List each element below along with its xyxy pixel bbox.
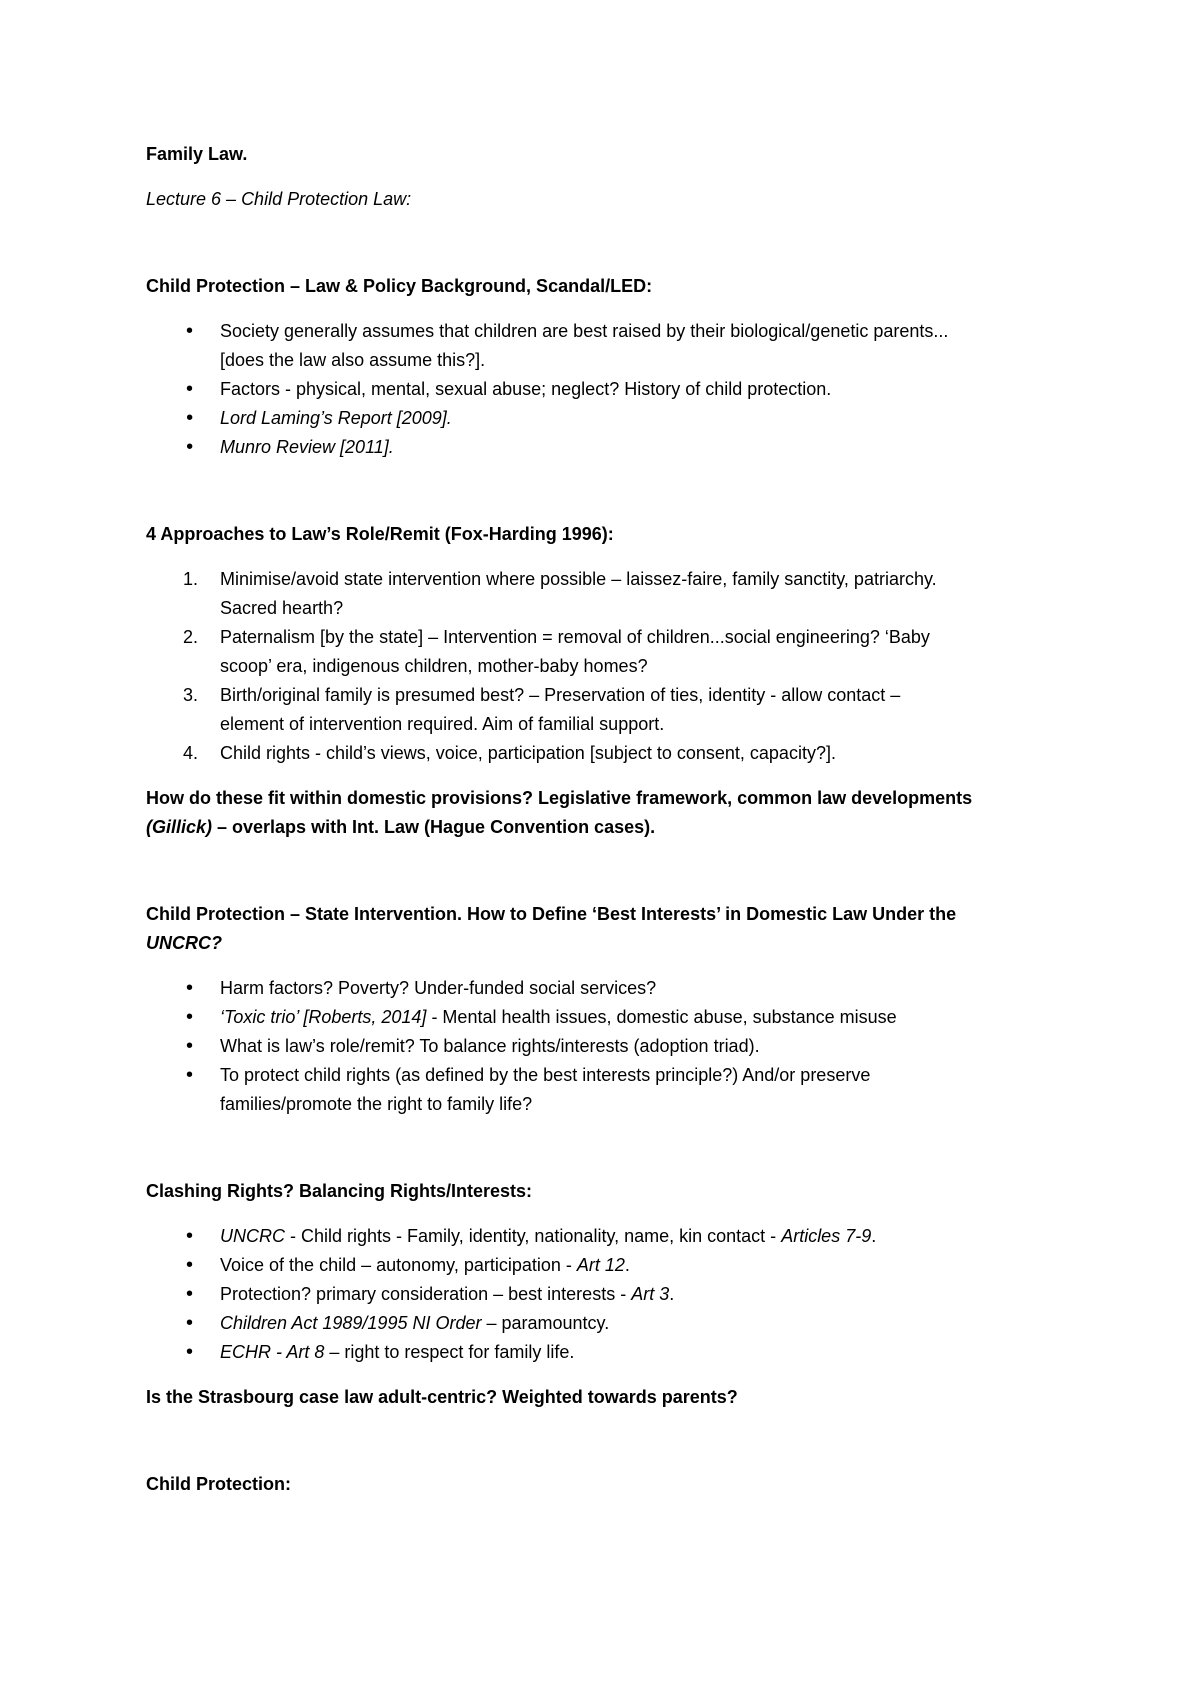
section-heading-clashing-rights: Clashing Rights? Balancing Rights/Interests: [146, 1181, 533, 1201]
list-item [146, 623, 1046, 681]
list-item [146, 1003, 1046, 1032]
citation: Children Act 1989/1995 NI Order [220, 1313, 482, 1333]
bullet-list-background [146, 317, 1046, 462]
list-item-text: - Mental health issues, domestic abuse, substance misuse [426, 1007, 897, 1027]
citation: Art 3 [631, 1284, 670, 1304]
list-item [146, 681, 1046, 739]
list-item [146, 375, 1046, 404]
list-item-text: What is law’s role/remit? To balance rights/interests (adoption triad). [220, 1036, 760, 1056]
list-item-text: - Child rights - Family, identity, nationality, name, kin contact - [285, 1226, 782, 1246]
lecture-subtitle: Lecture 6 – Child Protection Law: [146, 189, 412, 209]
bullet-list-state-intervention [146, 974, 1046, 1119]
list-item-text: Minimise/avoid state intervention where possible – laissez-faire, family sanctity, patriarchy. [220, 569, 937, 589]
section-heading-approaches: 4 Approaches to Law’s Role/Remit (Fox-Harding 1996): [146, 524, 614, 544]
citation: ‘Toxic trio’ [Roberts, 2014] [220, 1007, 427, 1027]
list-item-text: Child rights - child’s views, voice, participation [subject to consent, capacity?]. [220, 743, 836, 763]
list-item-text: Sacred hearth? [220, 598, 344, 618]
numbered-list-approaches [146, 565, 1046, 768]
question-text: – overlaps with Int. Law (Hague Convention cases). [212, 817, 656, 837]
document-page [146, 140, 1046, 1499]
bullet-list-clashing-rights [146, 1222, 1046, 1367]
list-item [146, 1280, 1046, 1309]
list-item-text: Harm factors? Poverty? Under-funded social services? [220, 978, 657, 998]
citation: ECHR - Art 8 [220, 1342, 325, 1362]
list-item [146, 565, 1046, 623]
list-item-text: Voice of the child – autonomy, participation - [220, 1255, 577, 1275]
list-number: 1. [183, 569, 199, 589]
list-item-text: To protect child rights (as defined by the best interests principle?) And/or preserve [220, 1065, 871, 1085]
list-item-text: [does the law also assume this?]. [220, 350, 486, 370]
list-number: 3. [183, 685, 199, 705]
question-text: How do these fit within domestic provisions? Legislative framework, common law developments [146, 788, 973, 808]
case-name: (Gillick) [146, 817, 213, 837]
heading-text: UNCRC? [146, 933, 222, 953]
heading-text: Child Protection – State Intervention. How to Define ‘Best Interests’ in Domestic Law Under the [146, 904, 957, 924]
list-item-text: element of intervention required. Aim of familial support. [220, 714, 665, 734]
list-item [146, 739, 1046, 768]
list-item-text: Birth/original family is presumed best? – Preservation of ties, identity - allow contact – [220, 685, 901, 705]
citation: Articles 7-9 [781, 1226, 872, 1246]
list-item-text: Munro Review [2011]. [220, 437, 394, 457]
citation: Art 12 [576, 1255, 625, 1275]
section-heading-state-intervention [146, 900, 1046, 958]
question-paragraph: Is the Strasbourg case law adult-centric? Weighted towards parents? [146, 1387, 738, 1407]
citation: UNCRC [220, 1226, 285, 1246]
list-item [146, 1338, 1046, 1367]
list-item-text: Society generally assumes that children are best raised by their biological/genetic parents... [220, 321, 949, 341]
list-item-text: Lord Laming’s Report [2009]. [220, 408, 452, 428]
list-item [146, 433, 1046, 462]
list-item-text: . [669, 1284, 675, 1304]
list-item [146, 1222, 1046, 1251]
list-item-text: – paramountcy. [481, 1313, 610, 1333]
list-item-text: . [624, 1255, 630, 1275]
list-item [146, 404, 1046, 433]
list-item [146, 1251, 1046, 1280]
list-item-text: – right to respect for family life. [324, 1342, 575, 1362]
question-paragraph [146, 784, 1046, 842]
list-item-text: . [871, 1226, 877, 1246]
list-item-text: Factors - physical, mental, sexual abuse; neglect? History of child protection. [220, 379, 832, 399]
list-item-text: scoop’ era, indigenous children, mother-baby homes? [220, 656, 648, 676]
list-number: 2. [183, 627, 199, 647]
list-item-text: Paternalism [by the state] – Intervention = removal of children...social engineering? ‘Baby [220, 627, 930, 647]
list-item [146, 1032, 1046, 1061]
list-item [146, 1309, 1046, 1338]
list-item [146, 974, 1046, 1003]
section-heading-background: Child Protection – Law & Policy Background, Scandal/LED: [146, 276, 653, 296]
list-item-text: Protection? primary consideration – best interests - [220, 1284, 632, 1304]
list-item [146, 1061, 1046, 1119]
list-item-text: families/promote the right to family life? [220, 1094, 533, 1114]
list-number: 4. [183, 743, 199, 763]
document-title: Family Law. [146, 144, 248, 164]
list-item [146, 317, 1046, 375]
section-heading-child-protection: Child Protection: [146, 1474, 291, 1494]
